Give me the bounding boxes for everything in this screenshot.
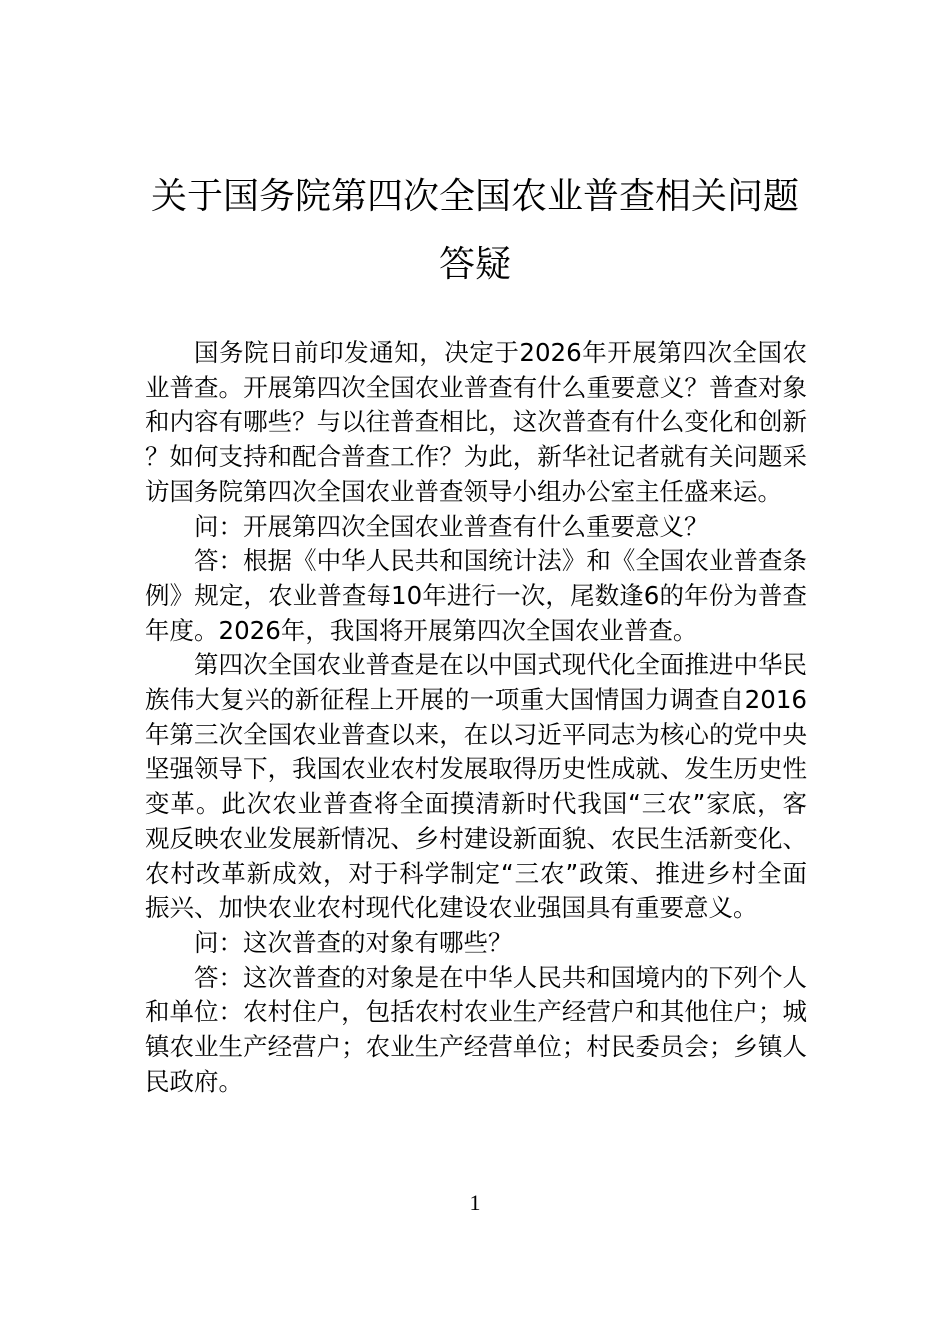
page-number: 1: [469, 1190, 481, 1215]
paragraph-question-1: 问：开展第四次全国农业普查有什么重要意义？: [194, 511, 709, 541]
paragraph-answer-1: 答：根据《中华人民共和国统计法》和《全国农业普查条例》规定，农业普查每10年进行一次，尾数逢6的年份为普查年度。2026年，我国将开展第四次全国农业普查。: [145, 546, 807, 645]
paragraph-answer-2: 答：这次普查的对象是在中华人民共和国境内的下列个人和单位：农村住户，包括农村农业生产经营户和其他住户；城镇农业生产经营户；农业生产经营单位；村民委员会；乡镇人民政府。: [145, 962, 807, 1096]
document-title-line-1: 关于国务院第四次全国农业普查相关问题: [150, 176, 799, 217]
paragraph-question-2: 问：这次普查的对象有哪些？: [194, 927, 513, 957]
document-body: [145, 336, 807, 1099]
paragraph-answer-1-continued: 第四次全国农业普查是在以中国式现代化全面推进中华民族伟大复兴的新征程上开展的一项重大国情国力调查自2016年第三次全国农业普查以来，在以习近平同志为核心的党中央坚强领导下，我国农业农村发展取得历史性成就、发生历史性变革。此次农业普查将全面摸清新时代我国“三农”家底，客观反映农业发展新情况、乡村建设新面貌、农民生活新变化、农村改革新成效，对于科学制定“三农”政策、推进乡村全面振兴、加快农业农村现代化建设农业强国具有重要意义。: [145, 650, 807, 923]
paragraph-intro: 国务院日前印发通知，决定于2026年开展第四次全国农业普查。开展第四次全国农业普查有什么重要意义？普查对象和内容有哪些？与以往普查相比，这次普查有什么变化和创新？如何支持和配合普查工作？为此，新华社记者就有关问题采访国务院第四次全国农业普查领导小组办公室主任盛来运。: [145, 338, 807, 506]
document-title-line-2: 答疑: [438, 244, 511, 285]
